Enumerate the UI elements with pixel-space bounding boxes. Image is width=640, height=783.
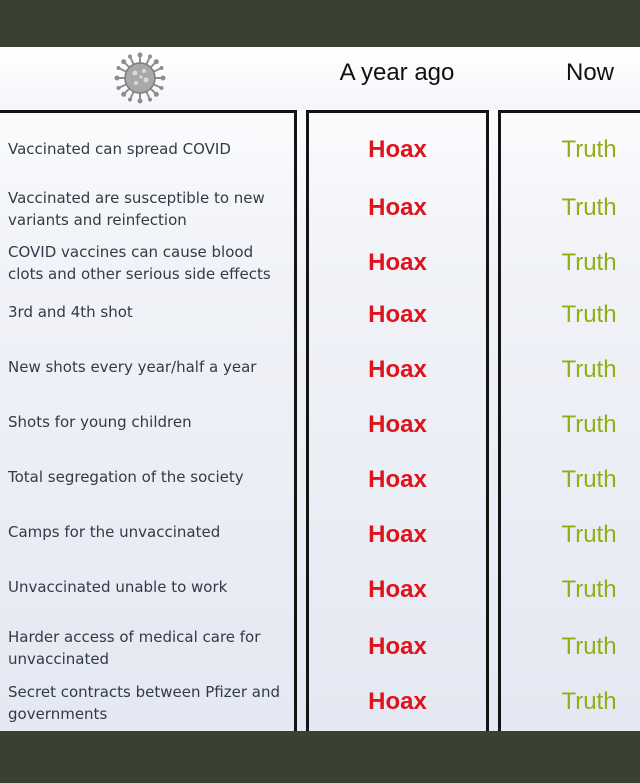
a-year-ago-value: Hoax: [368, 194, 427, 221]
now-value: Truth: [561, 301, 617, 328]
now-value: Truth: [561, 688, 617, 715]
row-label: Total segregation of the society: [8, 468, 244, 486]
column-header-now: Now: [565, 59, 614, 86]
now-value: Truth: [561, 633, 617, 660]
a-year-ago-value: Hoax: [368, 466, 427, 493]
row-label: Harder access of medical care for unvaccinated: [8, 628, 261, 668]
a-year-ago-value: Hoax: [368, 356, 427, 383]
now-value: Truth: [561, 576, 617, 603]
column-header-a-year-ago: A year ago: [339, 59, 455, 86]
a-year-ago-value: Hoax: [368, 136, 427, 163]
bottom-frame: [0, 731, 640, 783]
virus-icon: [114, 52, 166, 104]
table-header: [0, 47, 640, 109]
row-label: New shots every year/half a year: [8, 358, 257, 376]
a-year-ago-value: Hoax: [368, 521, 427, 548]
row-label: Vaccinated can spread COVID: [8, 140, 231, 158]
row-label: Camps for the unvaccinated: [8, 523, 221, 541]
a-year-ago-value: Hoax: [368, 301, 427, 328]
row-label: COVID vaccines can cause blood clots and other serious side effects: [8, 243, 271, 283]
now-value: Truth: [561, 194, 617, 221]
now-value: Truth: [561, 136, 617, 163]
now-value: Truth: [561, 249, 617, 276]
row-label: 3rd and 4th shot: [8, 303, 133, 321]
a-year-ago-value: Hoax: [368, 576, 427, 603]
row-label: Unvaccinated unable to work: [8, 578, 228, 596]
now-value: Truth: [561, 466, 617, 493]
now-value: Truth: [561, 521, 617, 548]
row-label: Secret contracts between Pfizer and governments: [8, 683, 280, 723]
comparison-card: [0, 47, 640, 731]
now-value: Truth: [561, 411, 617, 438]
row-label: Shots for young children: [8, 413, 192, 431]
row-label: Vaccinated are susceptible to new variants and reinfection: [8, 189, 265, 229]
a-year-ago-value: Hoax: [368, 411, 427, 438]
now-value: Truth: [561, 356, 617, 383]
a-year-ago-value: Hoax: [368, 633, 427, 660]
a-year-ago-value: Hoax: [368, 688, 427, 715]
a-year-ago-value: Hoax: [368, 249, 427, 276]
